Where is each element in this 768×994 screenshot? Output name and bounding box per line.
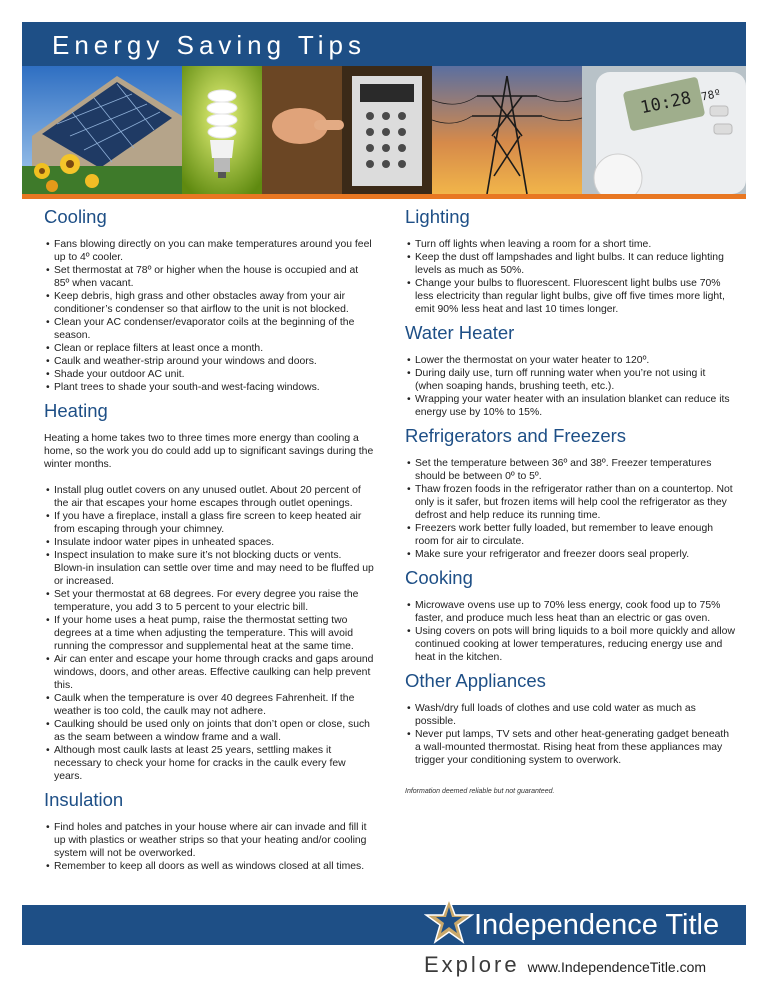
cooling-section — [44, 206, 374, 394]
heating-section — [44, 400, 374, 783]
list-item: • If you have a fireplace, install a glass fire screen to keep heated air from escaping through your chimney. — [44, 510, 374, 536]
lighting-section — [405, 206, 735, 316]
heating-list — [44, 484, 374, 783]
footer-tagline — [424, 952, 746, 978]
brand-name: Independence Title — [474, 909, 720, 941]
lighting-heading: Lighting — [405, 206, 470, 227]
left-column — [44, 200, 374, 873]
fluorescent-bulb-photo — [182, 66, 262, 194]
list-item: • Freezers work better fully loaded, but remember to leave enough room for air to circulate. — [405, 522, 735, 548]
solar-panel-house-photo — [22, 66, 182, 194]
cooling-heading: Cooling — [44, 206, 107, 227]
orange-divider — [22, 194, 746, 199]
list-item: • Keep debris, high grass and other obstacles away from your air conditioner’s condenser so that airflow to the unit is not blocked. — [44, 290, 374, 316]
list-item: • Air can enter and escape your home through cracks and gaps around windows, doors, and other areas. Effective caulking can help prevent this. — [44, 653, 374, 692]
other-appliances-section — [405, 670, 735, 767]
list-item: • Inspect insulation to make sure it’s not blocking ducts or vents. Blown-in insulation can settle over time and may need to be fluffed up or increased. — [44, 549, 374, 588]
list-item: • If your home uses a heat pump, raise the thermostat setting two degrees at a time when adjusting the temperature. This will avoid running the compressor and supplemental heat at the same time. — [44, 614, 374, 653]
water-heater-list — [405, 354, 735, 419]
list-item: • Microwave ovens use up to 70% less energy, cook food up to 75% faster, and produce much less heat than an electric or gas oven. — [405, 599, 735, 625]
list-item: • Wash/dry full loads of clothes and use cold water as much as possible. — [405, 702, 735, 728]
list-item: • Clean or replace filters at least once a month. — [44, 342, 374, 355]
list-item: • Remember to keep all doors as well as windows closed at all times. — [44, 860, 374, 873]
list-item: • Thaw frozen foods in the refrigerator rather than on a countertop. Not only is it safer, but frozen items will help cool the refrigerator as they defrost and help reduce its running time. — [405, 483, 735, 522]
thermostat-temp: 78º — [699, 86, 723, 104]
star-logo-icon — [424, 896, 474, 946]
refrigerators-list — [405, 457, 735, 561]
right-column — [405, 200, 735, 798]
list-item: • Shade your outdoor AC unit. — [44, 368, 374, 381]
list-item: • Install plug outlet covers on any unused outlet. About 20 percent of the air that escapes your home escapes through outlet openings. — [44, 484, 374, 510]
page-title: Energy Saving Tips — [52, 30, 367, 60]
insulation-heading: Insulation — [44, 789, 124, 810]
list-item: • Change your bulbs to fluorescent. Fluorescent light bulbs use 70% less electricity than regular light bulbs, give off five times more light, emit 90% less heat and last 10 times longer. — [405, 277, 735, 316]
list-item: • Never put lamps, TV sets and other heat-generating gadget beneath a wall-mounted thermostat. Rising heat from these appliances may trigger your conditioning system to overwork. — [405, 728, 735, 767]
cooking-section — [405, 567, 735, 664]
lighting-list — [405, 238, 735, 316]
insulation-list — [44, 821, 374, 873]
list-item: • Caulk when the temperature is over 40 degrees Fahrenheit. If the weather is too cold, the caulk may not adhere. — [44, 692, 374, 718]
disclaimer: Information deemed reliable but not guaranteed. — [405, 788, 555, 795]
list-item: • Find holes and patches in your house where air can invade and fill it up with plastics or weather strips so that your heating and/or cooling system will not be overworked. — [44, 821, 374, 860]
list-item: • Wrapping your water heater with an insulation blanket can reduce its energy use by 10% to 15%. — [405, 393, 735, 419]
thermostat-time: 10:28 — [638, 88, 694, 119]
water-heater-heading: Water Heater — [405, 322, 515, 343]
list-item: • Although most caulk lasts at least 25 years, settling makes it necessary to check your home for cracks in the caulk every few years. — [44, 744, 374, 783]
heating-heading: Heating — [44, 400, 108, 421]
website-url: www.IndependenceTitle.com — [527, 959, 707, 975]
other-appliances-list — [405, 702, 735, 767]
cooling-list — [44, 238, 374, 394]
power-line-tower-photo — [432, 66, 582, 194]
other-appliances-heading: Other Appliances — [405, 670, 546, 691]
list-item: • Insulate indoor water pipes in unheated spaces. — [44, 536, 374, 549]
appliance-control-photo — [262, 66, 432, 194]
list-item: • Caulk and weather-strip around your windows and doors. — [44, 355, 374, 368]
water-heater-section — [405, 322, 735, 419]
list-item: • Set thermostat at 78º or higher when the house is occupied and at 85º when vacant. — [44, 264, 374, 290]
explore-wordmark: Explore — [424, 952, 520, 977]
list-item: • Make sure your refrigerator and freezer doors seal properly. — [405, 548, 735, 561]
thermostat-photo — [582, 66, 746, 194]
list-item: • Set your thermostat at 68 degrees. For every degree you raise the temperature, you add 3 to 5 percent to your electric bill. — [44, 588, 374, 614]
list-item: • Lower the thermostat on your water heater to 120º. — [405, 354, 735, 367]
refrigerators-heading: Refrigerators and Freezers — [405, 425, 627, 446]
cooking-list — [405, 599, 735, 664]
insulation-section — [44, 789, 374, 873]
refrigerators-section — [405, 425, 735, 561]
list-item: • Fans blowing directly on you can make temperatures around you feel up to 4º cooler. — [44, 238, 374, 264]
list-item: • Using covers on pots will bring liquids to a boil more quickly and allow continued cooking at lower temperatures, reducing energy use and heat in the kitchen. — [405, 625, 735, 664]
cooking-heading: Cooking — [405, 567, 473, 588]
list-item: • During daily use, turn off running water when you’re not using it (when soaping hands, brushing teeth, etc.). — [405, 367, 735, 393]
list-item: • Keep the dust off lampshades and light bulbs. It can reduce lighting levels as much as 50%. — [405, 251, 735, 277]
photo-strip — [22, 66, 746, 194]
list-item: • Plant trees to shade your south-and west-facing windows. — [44, 381, 374, 394]
heating-intro: Heating a home takes two to three times more energy than cooling a home, so the work you do could add up to significant savings during the winter months. — [44, 433, 374, 470]
list-item: • Turn off lights when leaving a room for a short time. — [405, 238, 735, 251]
list-item: • Set the temperature between 36º and 38º. Freezer temperatures should be between 0º to 5º. — [405, 457, 735, 483]
list-item: • Clean your AC condenser/evaporator coils at the beginning of the season. — [44, 316, 374, 342]
list-item: • Caulking should be used only on joints that don’t open or close, such as the seam between a window frame and a wall. — [44, 718, 374, 744]
